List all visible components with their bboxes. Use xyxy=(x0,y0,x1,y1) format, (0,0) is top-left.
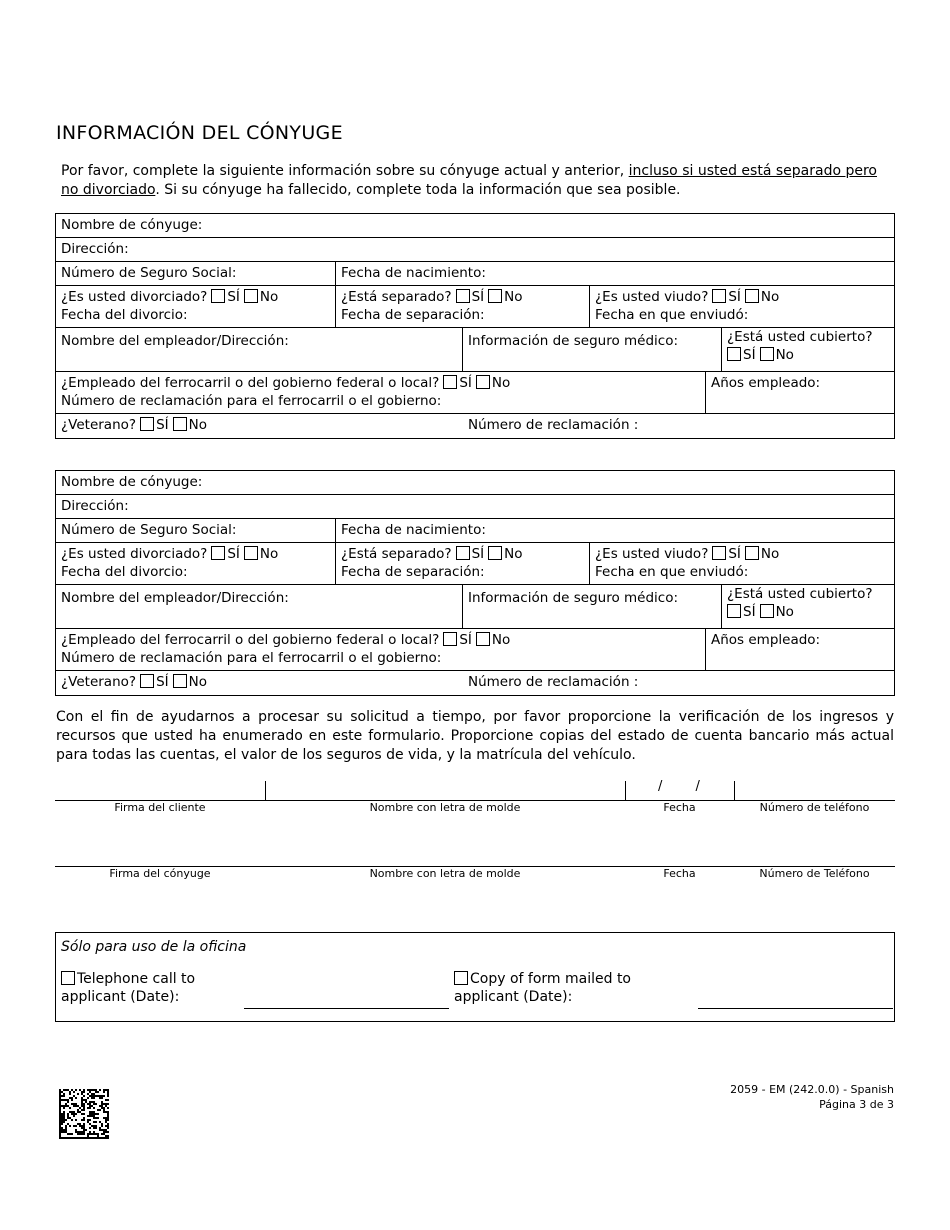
divorced-no-checkbox[interactable] xyxy=(244,289,258,303)
separated-field xyxy=(336,543,590,584)
spouse-print-name-label: Nombre con letra de molde xyxy=(369,867,521,880)
widowed-label: ¿Es usted viudo? xyxy=(595,546,709,562)
railroad-yes-checkbox[interactable] xyxy=(443,632,457,646)
railroad-claim-label: Número de reclamación para el ferrocarril o el gobierno: xyxy=(61,393,442,409)
spouse-form-1 xyxy=(55,213,895,439)
address-label: Dirección: xyxy=(61,241,129,257)
widowed-yes-checkbox[interactable] xyxy=(712,546,726,560)
divorce-date-label: Fecha del divorcio: xyxy=(61,564,188,580)
employer-field[interactable] xyxy=(56,585,463,628)
yes-label: SÍ xyxy=(728,289,741,305)
widowed-no-checkbox[interactable] xyxy=(745,289,759,303)
yes-label: SÍ xyxy=(156,674,169,690)
client-date-label: Fecha xyxy=(663,801,696,814)
address-field[interactable] xyxy=(56,495,894,518)
yes-label: SÍ xyxy=(743,347,756,363)
verification-paragraph: Con el fin de ayudarnos a procesar su solicitud a tiempo, por favor proporcione la verificación de los ingresos y recursos que usted ha enumerado en este formulario. Proporcione copias del estado de cuenta bancario más actual para todas las cuentas, el valor de los seguros de vida, y la matrícula del vehículo. xyxy=(56,709,894,763)
yes-label: SÍ xyxy=(471,289,485,305)
spouse-signature-label: Firma del cónyuge xyxy=(109,867,211,880)
address-field[interactable] xyxy=(56,238,894,261)
no-label: No xyxy=(504,289,523,305)
spouse-date-label: Fecha xyxy=(663,867,696,880)
intro-part2: . Si su cónyuge ha fallecido, complete toda la información que sea posible. xyxy=(155,182,681,198)
separated-no-checkbox[interactable] xyxy=(488,289,502,303)
widowed-field xyxy=(590,543,894,584)
widowed-label: ¿Es usted viudo? xyxy=(595,289,709,305)
no-label: No xyxy=(760,546,780,562)
copy-mailed-field xyxy=(454,970,631,1006)
years-employed-label: Años empleado: xyxy=(711,375,821,391)
widowed-yes-checkbox[interactable] xyxy=(712,289,726,303)
claim-number-label: Número de reclamación : xyxy=(468,674,639,690)
divorced-no-checkbox[interactable] xyxy=(244,546,258,560)
employer-label: Nombre del empleador/Dirección: xyxy=(61,590,289,606)
veteran-field xyxy=(56,671,463,695)
veteran-no-checkbox[interactable] xyxy=(173,674,187,688)
client-signature-label: Firma del cliente xyxy=(114,801,206,814)
address-label: Dirección: xyxy=(61,498,129,514)
divorced-field xyxy=(56,543,336,584)
no-label: No xyxy=(775,604,794,620)
separation-date-label: Fecha de separación: xyxy=(341,307,485,323)
telephone-call-field xyxy=(61,970,195,1006)
railroad-label: ¿Empleado del ferrocarril o del gobierno federal o local? xyxy=(61,375,440,391)
spouse-name-label: Nombre de cónyuge: xyxy=(61,217,203,233)
divorced-label: ¿Es usted divorciado? xyxy=(61,546,208,562)
covered-yes-checkbox[interactable] xyxy=(727,347,741,361)
veteran-yes-checkbox[interactable] xyxy=(140,674,154,688)
no-label: No xyxy=(259,546,279,562)
ssn-label: Número de Seguro Social: xyxy=(61,522,237,538)
birthdate-label: Fecha de nacimiento: xyxy=(341,265,486,281)
no-label: No xyxy=(259,289,279,305)
covered-label: ¿Está usted cubierto? xyxy=(727,329,873,345)
spouse-name-label: Nombre de cónyuge: xyxy=(61,474,203,490)
form-id: 2059 - EM (242.0.0) - Spanish xyxy=(730,1083,894,1096)
divorce-date-label: Fecha del divorcio: xyxy=(61,307,188,323)
intro-underlined: incluso si usted está separado pero no divorciado xyxy=(61,163,877,198)
years-employed-label: Años empleado: xyxy=(711,632,821,648)
veteran-label: ¿Veterano? xyxy=(61,674,137,690)
spouse-phone-label: Número de Teléfono xyxy=(759,867,870,880)
spouse-name-field[interactable] xyxy=(56,214,894,237)
divorced-label: ¿Es usted divorciado? xyxy=(61,289,208,305)
copy-mailed-checkbox[interactable] xyxy=(454,971,468,985)
no-label: No xyxy=(491,632,511,648)
telephone-date-label: applicant (Date): xyxy=(61,989,180,1005)
covered-yes-checkbox[interactable] xyxy=(727,604,741,618)
separated-label: ¿Está separado? xyxy=(341,289,452,305)
telephone-call-checkbox[interactable] xyxy=(61,971,75,985)
no-label: No xyxy=(188,417,207,433)
railroad-no-checkbox[interactable] xyxy=(476,375,490,389)
railroad-field xyxy=(56,372,706,413)
copy-date-label: applicant (Date): xyxy=(454,989,573,1005)
intro-part1: Por favor, complete la siguiente información sobre su cónyuge actual y anterior, xyxy=(61,163,629,179)
covered-no-checkbox[interactable] xyxy=(760,604,774,618)
divorced-yes-checkbox[interactable] xyxy=(211,289,225,303)
intro-text xyxy=(61,162,894,200)
copy-date-line[interactable] xyxy=(698,1008,893,1009)
office-use-heading: Sólo para uso de la oficina xyxy=(61,939,247,955)
no-label: No xyxy=(188,674,207,690)
widowed-no-checkbox[interactable] xyxy=(745,546,759,560)
employer-field[interactable] xyxy=(56,328,463,371)
spouse-form-2 xyxy=(55,470,895,696)
spouse-name-field[interactable] xyxy=(56,471,894,494)
widowed-field xyxy=(590,286,894,327)
separation-date-label: Fecha de separación: xyxy=(341,564,485,580)
ssn-field[interactable] xyxy=(56,262,336,285)
signature-divider xyxy=(734,781,735,800)
office-use-box xyxy=(55,932,895,1022)
railroad-claim-label: Número de reclamación para el ferrocarril o el gobierno: xyxy=(61,650,442,666)
ssn-label: Número de Seguro Social: xyxy=(61,265,237,281)
birthdate-field[interactable] xyxy=(336,262,894,285)
railroad-no-checkbox[interactable] xyxy=(476,632,490,646)
separated-yes-checkbox[interactable] xyxy=(456,546,470,560)
qr-code-icon xyxy=(59,1089,109,1139)
no-label: No xyxy=(760,289,780,305)
yes-label: SÍ xyxy=(227,546,240,562)
veteran-label: ¿Veterano? xyxy=(61,417,137,433)
yes-label: SÍ xyxy=(459,632,472,648)
railroad-label: ¿Empleado del ferrocarril o del gobierno federal o local? xyxy=(61,632,440,648)
telephone-call-label: Telephone call to xyxy=(77,971,196,987)
health-insurance-label: Información de seguro médico: xyxy=(468,590,679,606)
birthdate-label: Fecha de nacimiento: xyxy=(341,522,486,538)
health-insurance-label: Información de seguro médico: xyxy=(468,333,679,349)
no-label: No xyxy=(504,546,523,562)
veteran-field xyxy=(56,414,463,438)
years-employed-field[interactable] xyxy=(706,629,894,670)
ssn-field[interactable] xyxy=(56,519,336,542)
yes-label: SÍ xyxy=(459,375,472,391)
page-title: INFORMACIÓN DEL CÓNYUGE xyxy=(56,122,343,144)
divorced-yes-checkbox[interactable] xyxy=(211,546,225,560)
employer-label: Nombre del empleador/Dirección: xyxy=(61,333,289,349)
page-number: Página 3 de 3 xyxy=(819,1098,894,1111)
separated-field xyxy=(336,286,590,327)
client-print-name-label: Nombre con letra de molde xyxy=(369,801,521,814)
widowed-date-label: Fecha en que enviudó: xyxy=(595,307,749,323)
covered-label: ¿Está usted cubierto? xyxy=(727,586,873,602)
railroad-field xyxy=(56,629,706,670)
claim-number-field[interactable] xyxy=(463,414,894,438)
covered-field xyxy=(722,328,894,371)
yes-label: SÍ xyxy=(471,546,485,562)
divorced-field xyxy=(56,286,336,327)
yes-label: SÍ xyxy=(227,289,240,305)
claim-number-field[interactable] xyxy=(463,671,894,695)
veteran-yes-checkbox[interactable] xyxy=(140,417,154,431)
birthdate-field[interactable] xyxy=(336,519,894,542)
copy-mailed-label: Copy of form mailed to xyxy=(470,971,631,987)
yes-label: SÍ xyxy=(728,546,741,562)
signature-divider xyxy=(265,781,266,800)
covered-field xyxy=(722,585,894,628)
no-label: No xyxy=(491,375,511,391)
health-insurance-field[interactable] xyxy=(463,328,722,371)
signature-divider xyxy=(625,781,626,800)
health-insurance-field[interactable] xyxy=(463,585,722,628)
veteran-no-checkbox[interactable] xyxy=(173,417,187,431)
railroad-yes-checkbox[interactable] xyxy=(443,375,457,389)
covered-no-checkbox[interactable] xyxy=(760,347,774,361)
separated-yes-checkbox[interactable] xyxy=(456,289,470,303)
date-slashes: / / xyxy=(658,779,700,794)
widowed-date-label: Fecha en que enviudó: xyxy=(595,564,749,580)
separated-label: ¿Está separado? xyxy=(341,546,452,562)
no-label: No xyxy=(775,347,794,363)
client-phone-label: Número de teléfono xyxy=(759,801,870,814)
claim-number-label: Número de reclamación : xyxy=(468,417,639,433)
page-footer xyxy=(730,1082,894,1112)
telephone-date-line[interactable] xyxy=(244,1008,449,1009)
yes-label: SÍ xyxy=(743,604,756,620)
years-employed-field[interactable] xyxy=(706,372,894,413)
separated-no-checkbox[interactable] xyxy=(488,546,502,560)
yes-label: SÍ xyxy=(156,417,169,433)
